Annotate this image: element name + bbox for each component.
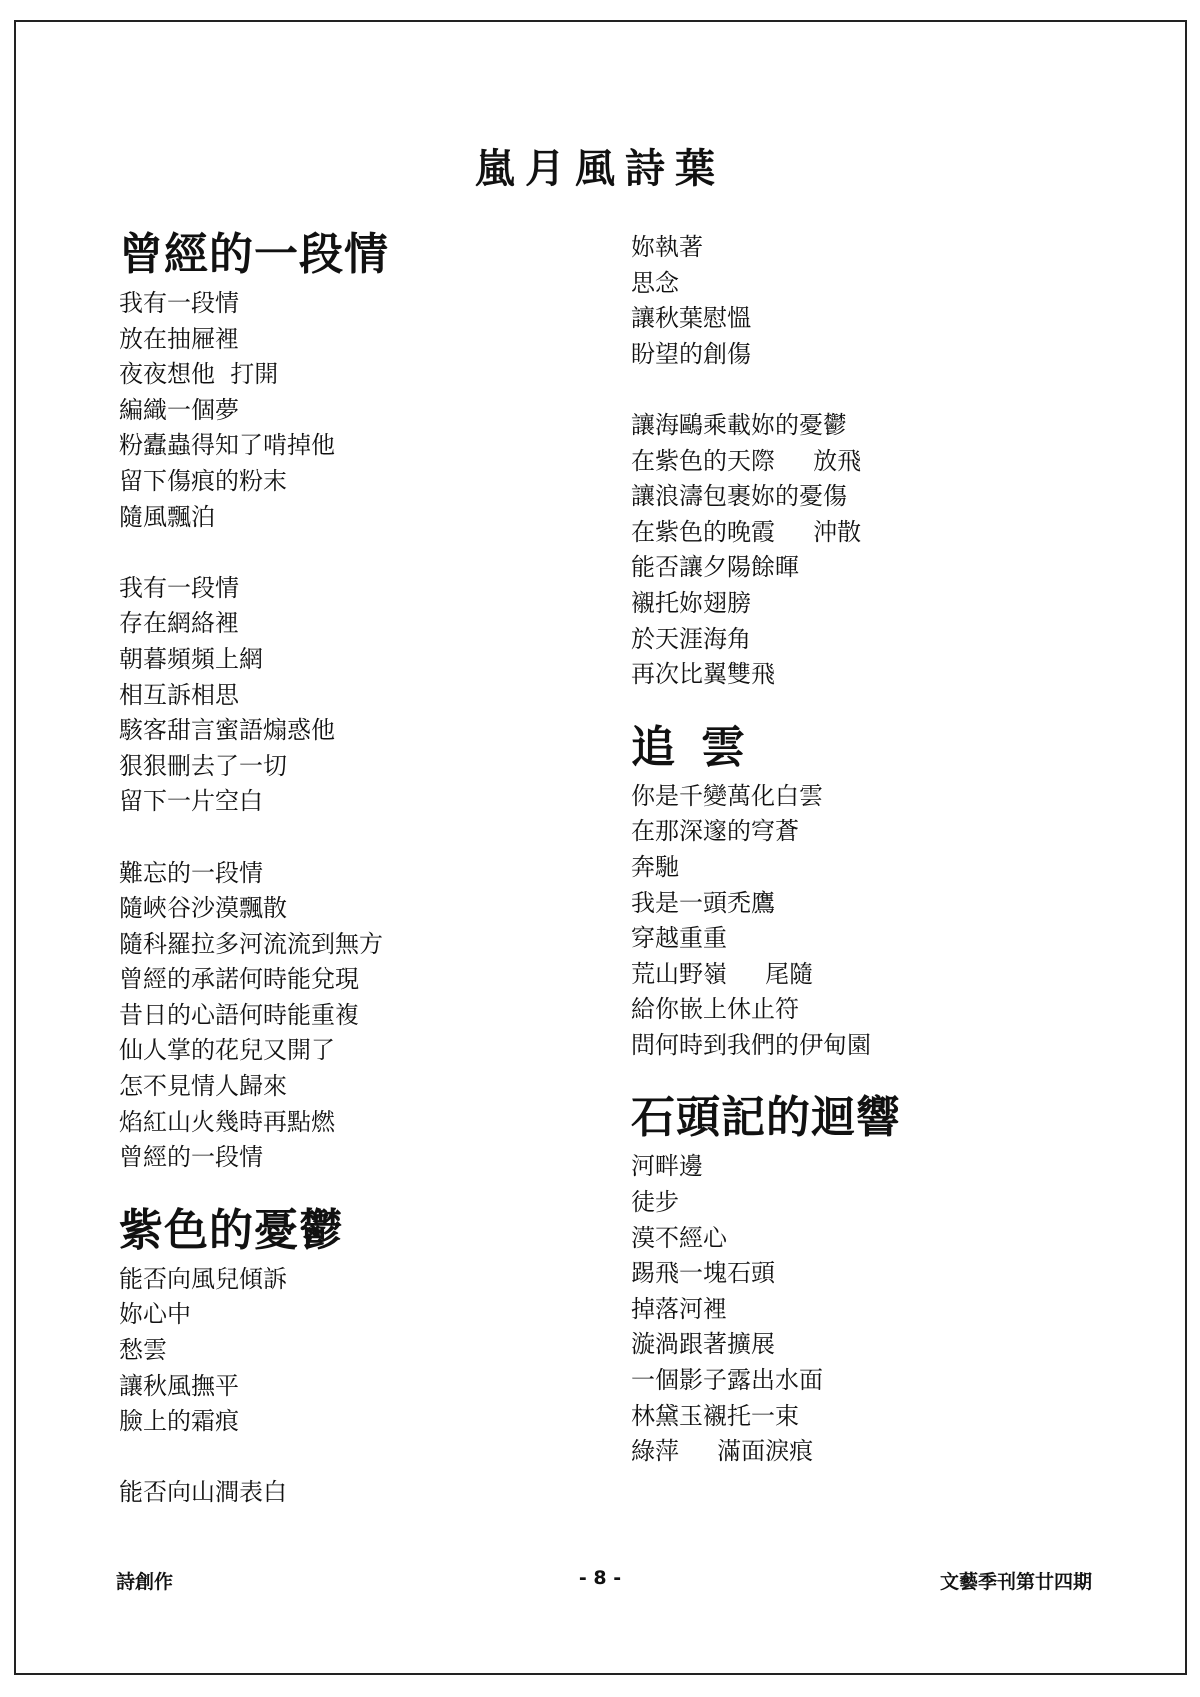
poem-line: 徒步 — [631, 1188, 679, 1217]
poem-line: 在紫色的天際 放飛 — [631, 446, 862, 475]
poem-line: 焰紅山火幾時再點燃 — [119, 1107, 335, 1136]
poem-line: 難忘的一段情 — [119, 858, 263, 887]
poem-title: 追雲 — [631, 721, 771, 773]
poem-line: 漩渦跟著擴展 — [631, 1330, 775, 1359]
poem-title: 曾經的一段情 — [119, 229, 389, 280]
stanza — [631, 779, 1131, 1064]
poem-title: 紫色的憂鬱 — [119, 1204, 344, 1256]
poem-line: 隨風飄泊 — [119, 502, 215, 531]
poem-line: 粉蠹蟲得知了啃掉他 — [119, 431, 335, 460]
poem-line: 妳執著 — [631, 233, 703, 261]
poem-line: 於天涯海角 — [631, 624, 751, 653]
poem-line: 讓海鷗乘載妳的憂鬱 — [631, 410, 847, 439]
poem-line: 河畔邊 — [631, 1152, 703, 1181]
poem-line: 妳心中 — [119, 1300, 191, 1329]
poem-line: 留下一片空白 — [119, 787, 263, 816]
poem-line: 在那深邃的穹蒼 — [631, 817, 799, 846]
poem-line: 朝暮頻頻上網 — [119, 644, 263, 673]
poem-line: 能否向風兒傾訴 — [119, 1264, 287, 1293]
poem-line: 讓秋風撫平 — [119, 1371, 239, 1400]
poem-line: 荒山野嶺 尾隨 — [631, 959, 814, 988]
stanza — [119, 1475, 599, 1511]
poem — [631, 721, 1131, 1064]
poem-line: 襯托妳翅膀 — [631, 588, 751, 617]
poem-line: 放在抽屜裡 — [119, 324, 239, 353]
poem-line: 昔日的心語何時能重複 — [119, 1000, 359, 1029]
poem-line: 綠萍 滿面淚痕 — [631, 1437, 814, 1466]
poem-line: 在紫色的晚霞 沖散 — [631, 517, 862, 546]
stanza — [119, 571, 599, 820]
poem-line: 夜夜想他 打開 — [119, 360, 279, 389]
footer-page-number: - 8 - — [578, 1567, 622, 1589]
poem-title: 石頭記的迴響 — [631, 1092, 901, 1144]
poem — [119, 228, 599, 1176]
poem — [119, 1204, 599, 1511]
poem-line: 編織一個夢 — [119, 395, 239, 424]
poem-line: 我是一頭禿鷹 — [631, 888, 775, 917]
poem-line: 問何時到我們的伊甸園 — [631, 1030, 871, 1059]
poem-line: 狠狠刪去了一切 — [119, 751, 287, 780]
footer-section: 詩創作 — [116, 1571, 174, 1593]
poem-line: 掉落河裡 — [631, 1294, 727, 1323]
poem-line: 能否讓夕陽餘暉 — [631, 553, 799, 582]
page-title: 嵐月風詩葉 — [475, 145, 725, 192]
poem-line: 穿越重重 — [631, 924, 727, 953]
poem-line: 臉上的霜痕 — [119, 1407, 239, 1436]
poem-line: 讓浪濤包裹妳的憂傷 — [631, 482, 847, 511]
stanza — [119, 856, 599, 1176]
stanza — [631, 230, 1131, 372]
poem-line: 盼望的創傷 — [631, 339, 751, 368]
poem-line: 相互訴相思 — [119, 680, 239, 709]
poem-line: 能否向山澗表白 — [119, 1478, 287, 1507]
poem-line: 你是千變萬化白雲 — [631, 781, 823, 810]
poem — [631, 1091, 1131, 1469]
poem-line: 隨科羅拉多河流流到無方 — [119, 929, 383, 958]
stanza — [119, 1262, 599, 1440]
poem-line: 愁雲 — [119, 1336, 167, 1365]
stanza — [119, 286, 599, 535]
poem-line: 我有一段情 — [119, 289, 239, 317]
poem-line: 留下傷痕的粉末 — [119, 466, 287, 495]
poem-line: 隨峽谷沙漠飄散 — [119, 894, 287, 923]
stanza — [631, 408, 1131, 693]
poem-line: 再次比翼雙飛 — [631, 660, 775, 689]
poem-line: 踢飛一塊石頭 — [631, 1259, 775, 1288]
poem-line: 一個影子露出水面 — [631, 1366, 823, 1395]
poem-line: 怎不見情人歸來 — [119, 1072, 287, 1101]
poem-line: 駭客甜言蜜語煽惑他 — [119, 716, 335, 745]
footer-publication: 文藝季刊第廿四期 — [939, 1571, 1092, 1593]
poem-line: 給你嵌上休止符 — [631, 995, 799, 1024]
poem-continuation — [631, 230, 1131, 693]
poem-line: 仙人掌的花兒又開了 — [119, 1036, 335, 1065]
poem-line: 存在網絡裡 — [119, 609, 239, 638]
poem-line: 奔馳 — [631, 852, 679, 881]
left-column — [119, 228, 599, 1539]
poem-line: 讓秋葉慰慍 — [631, 304, 751, 333]
poem-line: 我有一段情 — [119, 573, 239, 602]
right-column — [631, 230, 1131, 1498]
poem-line: 漠不經心 — [631, 1223, 727, 1252]
poem-line: 林黛玉襯托一束 — [631, 1401, 799, 1430]
stanza — [631, 1149, 1131, 1469]
poem-line: 曾經的一段情 — [119, 1143, 263, 1172]
poem-line: 曾經的承諾何時能兌現 — [119, 965, 359, 994]
poem-line: 思念 — [631, 268, 679, 297]
